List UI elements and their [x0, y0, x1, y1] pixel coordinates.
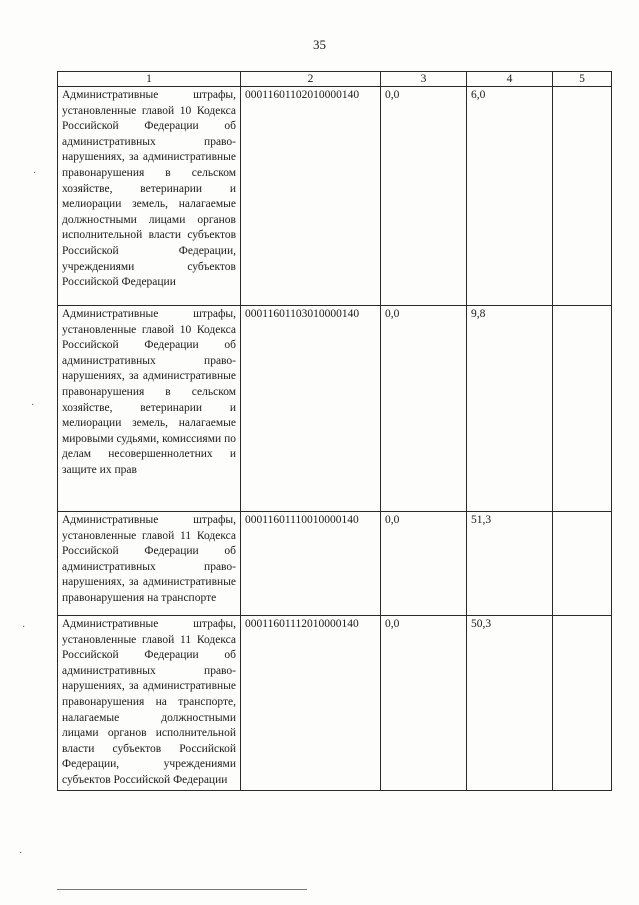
row-value-col4: 51,3: [467, 512, 553, 616]
column-header-5: 5: [553, 72, 612, 87]
row-value-col5: [553, 616, 612, 791]
budget-table: [57, 71, 612, 791]
column-header-4: 4: [467, 72, 553, 87]
row-code: 00011601112010000140: [241, 616, 381, 791]
row-value-col5: [553, 87, 612, 306]
margin-mark: ·: [33, 168, 37, 179]
row-value-col4: 6,0: [467, 87, 553, 306]
row-value-col4: 50,3: [467, 616, 553, 791]
row-code: 00011601110010000140: [241, 512, 381, 616]
row-code: 00011601102010000140: [241, 87, 381, 306]
page-number: 35: [313, 37, 326, 52]
table-row: [58, 87, 612, 306]
row-code: 00011601103010000140: [241, 306, 381, 512]
table-row: [58, 616, 612, 791]
row-value-col4: 9,8: [467, 306, 553, 512]
row-description: Административные штрафы, установленные главой 11 Кодекса Российской Федерации об административных правонарушениях, за административные правонарушения на транспорте, налагаемые должностными лицами органов исполнительной власти субъектов Российской Федерации, учреждениями субъектов Российской Федерации: [58, 616, 241, 791]
margin-mark: ·: [22, 622, 26, 633]
row-description: Административные штрафы, установленные главой 11 Кодекса Российской Федерации об административных правонарушениях, за административные правонарушения на транспорте: [58, 512, 241, 616]
row-value-col3: 0,0: [381, 306, 467, 512]
table-row: [58, 512, 612, 616]
row-value-col5: [553, 306, 612, 512]
footer-rule: [57, 889, 307, 890]
column-header-2: 2: [241, 72, 381, 87]
row-value-col3: 0,0: [381, 87, 467, 306]
column-header-3: 3: [381, 72, 467, 87]
row-value-col5: [553, 512, 612, 616]
table-row: [58, 306, 612, 512]
row-description: Административные штрафы, установленные главой 10 Кодекса Российской Федерации об административных правонарушениях, за административные правонарушения в сельском хозяйстве, ветеринарии и мелиорации земель, налагаемые должностными лицами органов исполнительной власти субъектов Российской Федерации, учреждениями субъектов Российской Федерации: [58, 87, 241, 306]
table-header-row: [58, 72, 612, 87]
margin-mark: ·: [31, 400, 35, 411]
row-value-col3: 0,0: [381, 512, 467, 616]
margin-mark: ·: [19, 848, 23, 859]
row-description: Административные штрафы, установленные главой 10 Кодекса Российской Федерации об административных правонарушениях, за административные правонарушения в сельском хозяйстве, ветеринарии и мелиорации земель, налагаемые мировыми судьями, комиссиями по делам несовершеннолетних и защите их прав: [58, 306, 241, 512]
row-value-col3: 0,0: [381, 616, 467, 791]
column-header-1: 1: [58, 72, 241, 87]
